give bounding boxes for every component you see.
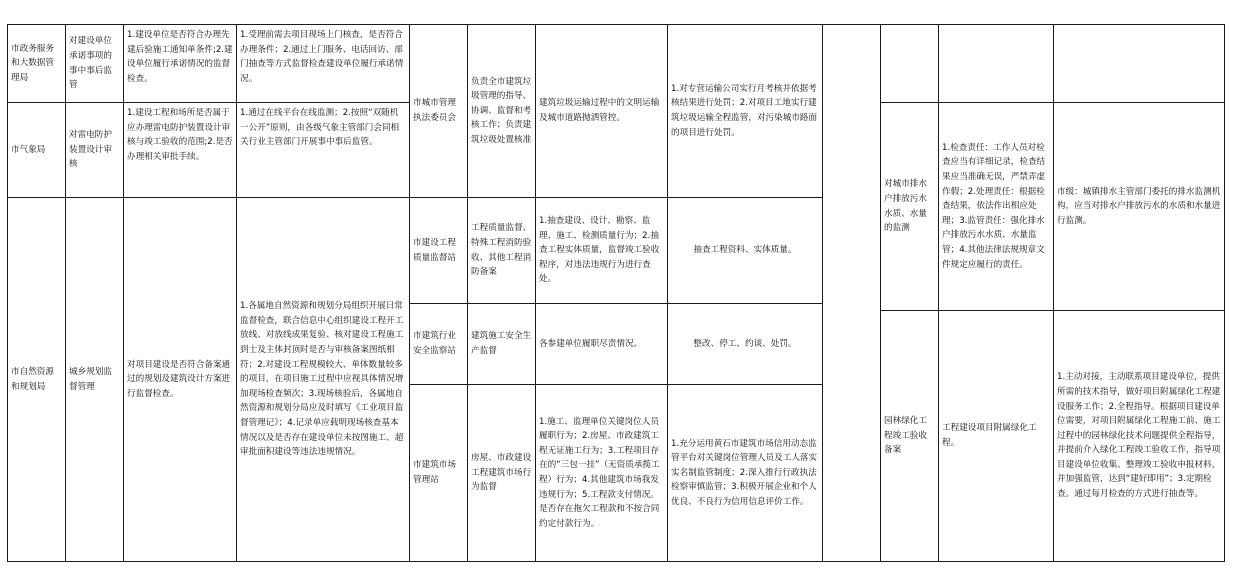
- right-r3-item: 园林绿化工程竣工验收备案: [884, 416, 927, 456]
- right-r2-content: 1.检查责任：工作人员对检查应当有详细记录，检查结果应当准确无误，严禁弄虚作假；2.处理责任：根据检查结果，依法作出相应处理；3.监管责任：强化排水户排放污水水质、水量监管；4.其他法律法规规章文件规定应履行的责任。: [942, 142, 1046, 270]
- left-r2-dept: 市气象局: [11, 144, 46, 155]
- left-r2-content: 1.建设工程和场所是否属于应办理雷电防护装置设计审核与竣工验收的范围;2.是否办理相关审批手续。: [127, 108, 233, 162]
- mid-r2-dept: 市建设工程质量监督站: [413, 237, 456, 263]
- mid-r4-content: 1.施工、监理单位关键岗位人员履职行为；2.房屋、市政建筑工程无证施工行为；3.工程项目存在的“三包一挂”（无资质承揽工程）行为；4.其他建筑市场我发违规行为；5.工程款支付情况。是否存在拖欠工程款和不按合同约定付款行为。: [539, 416, 660, 529]
- right-r2-method: 市级：城镇排水主管部门委托的排水监测机构，应当对排水户排放污水的水质和水量进行监测。: [1057, 186, 1221, 226]
- mid-r1-dept: 市城市管理执法委员会: [413, 98, 456, 123]
- mid-r2-item: 工程质量监督、特殊工程消防验收、其他工程消防备案: [471, 223, 532, 278]
- left-r3-content: 对项目建设是否符合备案通过的规划及建筑设计方案进行监督检查。: [127, 359, 231, 399]
- mid-r1-item: 负责全市建筑垃圾管理的指导、协调、监督和考核工作；负责建筑垃圾处置核准: [471, 76, 532, 145]
- left-r3-method: 1.各属地自然资源和规划分局组织开展日常监督检查，联合信息中心组织建设工程开工放线、对放线成果复验、核对建设工程施工到士及主体封顶时是否与审核备案图纸相符；2.对建设工程规模较大、单体数量较多的项目，在项目施工过程中应视具体情况增加现场检查频次；3.现场核验后，各属地自然资源和规划分局应及时填写《工业项目监督管理记》；4.记录单应载明现场核查基本情况以及是否存在建设单位未按图施工、超审批面积建设等违法违规情况。: [240, 301, 404, 458]
- left-r2-item: 对雷电防护装置设计审核: [69, 130, 112, 170]
- left-r1-content: 1.建设单位是否符合办理先建后验施工通知单条件;2.建设单位履行承诺情况的监督检查。: [127, 30, 233, 84]
- mid-r3-content: 各参建单位履职尽责情况。: [539, 338, 643, 349]
- mid-r3-item: 建筑施工安全生产监督: [471, 331, 532, 356]
- left-r1-method: 1.受理前需去项目现场上门核查，是否符合办理条件；2.通过上门服务、电话回访、部门抽查等方式监督检查建设单位履行承诺情况。: [240, 30, 404, 84]
- mid-r2-method: 抽查工程资料、实体质量。: [693, 245, 797, 256]
- mid-r3-dept: 市建筑行业安全监察站: [413, 331, 456, 356]
- mid-r1-method: 1.对专营运输公司实行月考核并依据考核结果进行处罚；2.对项目工地实行建筑垃圾运输全程监管，对污染城市路面的项目进行处罚。: [671, 83, 818, 138]
- mid-r4-dept: 市建筑市场管理站: [413, 460, 456, 485]
- left-r3-item: 城乡规划监督管理: [69, 366, 112, 392]
- mid-r4-item: 房屋、市政建设工程建筑市场行为监督: [471, 453, 532, 493]
- left-r1-item: 对建设单位承诺事项的事中事后监管: [69, 36, 112, 91]
- left-r1-dept: 市政务服务和大数据管理局: [11, 43, 54, 83]
- right-r3-content: 工程建设项目附属绿化工程。: [942, 423, 1037, 448]
- mid-r2-content: 1.抽查建设、设计、勘察、监理、施工、检测质量行为；2.抽查工程实体质量，监督竣工验收程序，对违法违规行为进行查处。: [539, 216, 660, 285]
- mid-r4-method: 1.充分运用黄石市建筑市场信用动态监管平台对关键岗位管理人员及工人落实实名制监管制度；2.深入推行行政执法检察审慎监管；3.积极开展企业和个人优良、不良行为信用信息评价工作。: [671, 438, 818, 507]
- left-r3-dept: 市自然资源和规划局: [11, 366, 54, 392]
- mid-r1-content: 建筑垃圾运输过程中的文明运输及城市道路抛洒管控。: [539, 98, 660, 123]
- right-r2-item: 对城市排水户排放污水水质、水量的监测: [884, 179, 927, 234]
- mid-r3-method: 整改、停工、约谈、处罚。: [693, 338, 797, 349]
- left-r2-method: 1.通过在线平台在线监测；2.按照“双随机一公开”原则，由各级气象主管部门会同相关行业主管部门开展事中事后监管。: [240, 108, 400, 148]
- right-r3-method: 1.主动对接，主动联系项目建设单位，提供所需的技术指导，做好项目附属绿化工程建设服务工作；2.全程指导。根据项目建设单位需要，对项目附属绿化工程施工前、施工过程中的园林绿化技术问题提供全程指导，并提前介入绿化工程竣工验收工作，指导项目建设单位收集、整理竣工验收申报材料，并加强监管，达到“建好即用”；3.定期检查。通过每月检查的方式进行抽查等。: [1057, 372, 1221, 500]
